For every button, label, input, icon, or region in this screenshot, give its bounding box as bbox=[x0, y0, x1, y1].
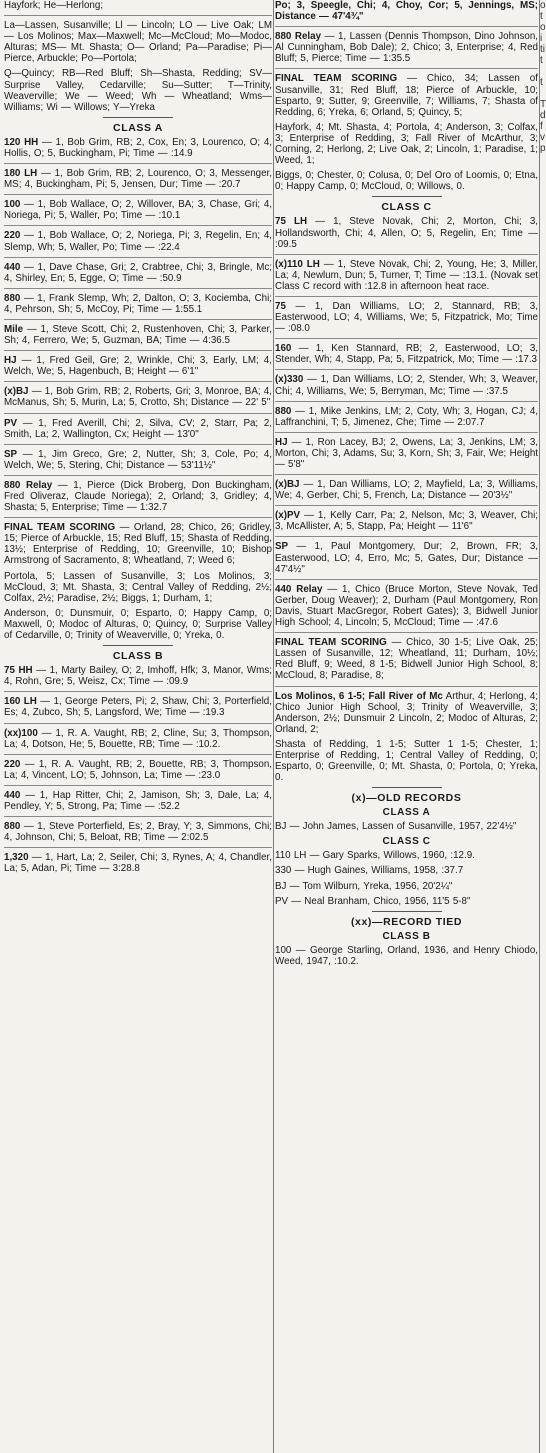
event-result bbox=[4, 386, 272, 408]
divider bbox=[4, 319, 272, 320]
event-text: — 1, Hap Ritter, Chi; 2, Jamison, Sh; 3, Dale, La; 4, Pendley, Y; 5, Strong, Pa; Time — :52.2 bbox=[4, 789, 272, 812]
scoring-text: — Orland, 28; Chico, 26; Gridley, 15; Pierce of Arbuckle, 15; Red Bluff, 15; Shasta of Redding, 13½; Enterprise of Redding, 10; Greenville, 10; Bishop Armstrong of Sacramento, 8; Wheatland, 7; Weed 6; bbox=[4, 522, 272, 567]
divider bbox=[4, 413, 272, 414]
event-text: — 1, Dan Williams, LO; 2, Mayfield, La; 3, Williams, We; 4, Gerber, Chi; 5, French, La; Distance — 20'3½" bbox=[275, 479, 538, 502]
class-c-scoring-zero: Shasta of Redding, 1 1-5; Sutter 1 1-5; Chester, 1; Enterprise of Redding, 1; Central Valley of Redding, 0; Esparto, 0; Greenville, 0; Mt. Shasta, 0; Portola, 0; Yreka, 0. bbox=[275, 738, 538, 784]
class-a-scoring-more: Portola, 5; Lassen of Susanville, 3; Los Molinos, 3; McCloud, 3; Mt. Shasta, 3; Central Valley of Redding, 2½; Colfax, 2½; Paradise, 2½; Biggs, 1; Durham, 1; bbox=[4, 570, 272, 604]
event-text: — 1, George Peters, Pi; 2, Shaw, Chi; 3, Porterfield, Es; 4, Zubco, Sh; 5, Langsford, We; Time — :19.3 bbox=[4, 696, 272, 719]
school-key-la-lo: La—Lassen, Susanville; Ll — Lincoln; LO — Live Oak; LM — Los Molinos; Max—Maxwell; Mc—McCloud; Mo—Modoc, Alturas; MS— Mt. Shasta; O— Orland; Pa—Paradise; Pi—Pierce, Arbuckle; Po—Portola; bbox=[4, 20, 272, 65]
divider bbox=[4, 163, 272, 164]
event-text: — 1, Bob Grim, RB; 2, Roberts, Gri; 3, Monroe, BA; 4, McManus, Sh; 5, Murin, La; 5, Crotto, Sh; Distance — 22' 5" bbox=[4, 386, 272, 409]
scoring-text: — Chico, 34; Lassen of Susanville, 31; Red Bluff, 18; Pierce of Arbuckle, 10; Esparto, 9; Sutter, 9; Greenville, 7; Williams, 7; Shasta of Redding, 6; Yreka, 6; Orland, 5; Quincy, 5; bbox=[275, 73, 538, 118]
edge-fragment bbox=[540, 66, 546, 77]
event-name: 100 bbox=[4, 199, 21, 211]
event-text: — 1, Ron Lacey, BJ; 2, Owens, La; 3, Jenkins, LM; 3, Morton, Chi; 3, Adams, Su; 3, Korn, Sh; 3, Fair, We; Height — 5'8" bbox=[275, 436, 538, 470]
event-text: — 1, Dan Williams, LO; 2, Stannard, RB; 3, Easterwood, LO; 4, Williams, We; 5, Fitzpatrick, Mo; Time — :08.0 bbox=[275, 300, 538, 335]
divider bbox=[275, 254, 538, 255]
event-text: — 1, Bob Grim, RB; 2, Lourenco, O; 3, Messenger, MS; 4, Buckingham, Pi; 5, Jensen, Dur; Time — :20.7 bbox=[4, 168, 272, 191]
short-divider bbox=[372, 196, 442, 197]
event-result bbox=[4, 852, 272, 874]
class-c-events bbox=[275, 216, 538, 628]
record-entry: 110 LH — Gary Sparks, Willows, 1960, :12.9. bbox=[275, 850, 475, 862]
class-a-events bbox=[4, 137, 272, 513]
record-entry: PV — Neal Branham, Chico, 1956, 11'5 5-8" bbox=[275, 895, 471, 907]
divider bbox=[4, 444, 272, 445]
event-result bbox=[275, 510, 538, 532]
divider bbox=[275, 68, 538, 69]
event-name: 880 bbox=[275, 405, 292, 417]
event-text: — 1, Pierce (Dick Broberg, Don Buckingham, Fred Oliveraz, Claude Noriega); 2, Orland; 3, Gridley; 4, Shasta; 5, Enterprise; Time — 1:32.7 bbox=[4, 479, 272, 514]
edge-fragment bbox=[540, 88, 546, 99]
event-text: — 1, Paul Montgomery, Dur; 2, Brown, FR; 3, Easterwood, LO; 4, Erro, Mc; 5, Gates, Dur; Distance — 47'4½" bbox=[275, 541, 538, 575]
event-name: 440 bbox=[4, 261, 21, 273]
divider bbox=[4, 257, 272, 258]
column-rule bbox=[273, 0, 274, 1453]
event-text: — 1, Marty Bailey, O; 2, Imhoff, Hfk; 3, Manor, Wms; 4, Rohn, Gre; 5, Weisz, Cx; Time — :09.9 bbox=[4, 665, 272, 688]
event-text: — 1, Dave Chase, Gri; 2, Crabtree, Chi; 3, Bringle, Mc; 4, Shirley, En; 5, Egge, O; Time — :50.9 bbox=[4, 261, 272, 284]
event-text: — 1, Kelly Carr, Pa; 2, Nelson, Mc; 3, Weaver, Chi; 3, McAllister, A; 5, Stapp, Pa; Height — 11'6" bbox=[275, 510, 538, 533]
event-result bbox=[4, 293, 272, 315]
scoring-label: FINAL TEAM SCORING bbox=[275, 637, 387, 649]
divider bbox=[275, 432, 538, 433]
event-name: 880 Relay bbox=[275, 31, 322, 43]
event-name: PV bbox=[4, 417, 18, 429]
top-fragment bbox=[275, 0, 538, 22]
event-name: SP bbox=[275, 541, 289, 553]
event-name: 75 LH bbox=[275, 216, 308, 228]
divider bbox=[275, 26, 538, 27]
divider bbox=[4, 517, 272, 518]
event-name: (x)BJ bbox=[4, 386, 29, 398]
event-result bbox=[275, 479, 538, 501]
class-c-team-scoring bbox=[275, 637, 538, 681]
event-text: — 1, Mike Jenkins, LM; 2, Coty, Wh; 3, Hogan, CJ; 4, Laffranchini, T; 5, Jimenez, Che; Time — 2:07.7 bbox=[275, 405, 538, 428]
event-text: — 1, Lassen (Dennis Thompson, Dino Johnson, Al Cunningham, Bob Dale); 2, Chico; 3, Enterprise; 4, Red Bluff; 5, Pierce; Time — 1:35.5 bbox=[275, 31, 538, 65]
class-a-scoring-zero: Anderson, 0; Dunsmuir, 0; Esparto, 0; Happy Camp, 0; Maxwell, 0; Modoc of Alturas, 0; Quincy, 0; Surprise Valley of Cedarville, 0; Trinity of Weaverville, 0; Yreka, 0. bbox=[4, 607, 272, 642]
divider bbox=[4, 847, 272, 848]
event-result bbox=[4, 418, 272, 440]
event-text: — 1, Bob Grim, RB; 2, Cox, En; 3, Lourenco, O; 4, Hollis, O; 5, Buckingham, Pi; Time — :14.9 bbox=[4, 136, 272, 159]
short-divider bbox=[372, 787, 442, 788]
event-result bbox=[4, 324, 272, 346]
scoring-label: FINAL TEAM SCORING bbox=[4, 522, 116, 534]
divider bbox=[275, 579, 538, 580]
event-result bbox=[4, 665, 272, 687]
divider bbox=[275, 686, 538, 687]
event-text: — 1, Chico (Bruce Morton, Steve Novak, Ted Gerber, Doug Weaver); 2, Durham (Paul Montgomery, Ron Davis, Stuart MacGregor, Robert Gates); 3, Bidwell Junior High School; 4, Lincoln; 5, McCloud; Time — :47.6 bbox=[275, 583, 538, 629]
event-result bbox=[4, 480, 272, 513]
event-name: 220 bbox=[4, 758, 21, 770]
divider bbox=[4, 225, 272, 226]
class-b-relay bbox=[275, 31, 538, 64]
record-entry: BJ — John James, Lassen of Susanville, 1957, 22'4½" bbox=[275, 821, 517, 833]
event-name: SP bbox=[4, 448, 18, 460]
class-b-events bbox=[4, 665, 272, 874]
event-name: 220 bbox=[4, 230, 21, 242]
edge-fragment: p bbox=[540, 143, 546, 154]
event-name: HJ bbox=[275, 436, 288, 448]
event-name: (x)110 LH bbox=[275, 258, 320, 270]
event-name: Mile bbox=[4, 323, 24, 335]
event-text: — 1, Ken Stannard, RB; 2, Easterwood, LO; 3, Stender, Wh; 4, Stapp, Pa; 5, Fitzpatrick, Mo; Time — :17.3 bbox=[275, 343, 538, 366]
divider bbox=[275, 401, 538, 402]
divider bbox=[275, 536, 538, 537]
divider bbox=[4, 194, 272, 195]
event-name: 75 bbox=[275, 300, 286, 312]
event-name: HJ bbox=[4, 355, 17, 367]
event-text: — 1, Steve Novak, Chi; 2, Young, He; 3, Miller, La; 4, Newlum, Dun; 5, Turner, T; Time — :13.1. (Novak set Class C record with :12.8 in afternoon heat race. bbox=[275, 258, 538, 292]
edge-fragment: o bbox=[540, 22, 546, 33]
record-tied-heading: (xx)—RECORD TIED bbox=[350, 915, 463, 928]
scoring-text: — Chico, 30 1-5; Live Oak, 25; Lassen of Susanville, 12; Wheatland, 11; Durham, 10½; Red Bluff, 9; Weed, 8 1-5; Bidwell Junior High School, 8; McCloud, 8; Paradise, 8; bbox=[275, 637, 538, 682]
class-b-scoring-zero: Biggs, 0; Chester, 0; Colusa, 0; Del Oro of Loomis, 0; Etna, 0; Happy Camp, 0; McCloud, 0; Willows, 0. bbox=[275, 170, 538, 193]
edge-fragment: o bbox=[540, 0, 546, 11]
right-edge-column bbox=[540, 0, 546, 1453]
event-result bbox=[4, 449, 272, 471]
top-fragment-text: Po; 3, Speegle, Chi; 4, Choy, Cor; 5, Jennings, MS; Distance — 47'4¾" bbox=[275, 0, 538, 23]
event-name: 880 bbox=[4, 821, 21, 833]
divider bbox=[4, 475, 272, 476]
edge-fragment: ti bbox=[540, 44, 545, 55]
event-name: 160 LH bbox=[4, 696, 37, 708]
event-result bbox=[275, 374, 538, 396]
event-result bbox=[4, 262, 272, 284]
event-result bbox=[4, 728, 272, 750]
records-class-a-heading: CLASS A bbox=[382, 807, 431, 819]
divider bbox=[4, 754, 272, 755]
edge-fragment: d bbox=[540, 110, 546, 121]
divider bbox=[4, 350, 272, 351]
scoring-more-text: Arthur, 4; Herlong, 4; Chico Junior High School, 3; Trinity of Weaverville, 3; Anderson, 2½; Dunsmuir 2 Lincoln, 2; Modoc of Alturas, 2; Orland, 2; bbox=[275, 690, 538, 735]
divider bbox=[4, 381, 272, 382]
event-name: 440 bbox=[4, 789, 21, 801]
event-result bbox=[275, 343, 538, 365]
divider bbox=[4, 723, 272, 724]
class-a-team-scoring bbox=[4, 522, 272, 566]
event-text: — 1, Steve Novak, Chi; 2, Morton, Chi; 3, Hollandsworth, Chi; 4, Allen, O; 5, Regelin, En; Time — :09.5 bbox=[275, 216, 538, 250]
event-text: — 1, R. A. Vaught, RB; 2, Cline, Su; 3, Thompson, La; 4, Dotson, He; 5, Bouette, RB; Time — :10.2. bbox=[4, 727, 272, 750]
event-text: — 1, Steve Porterfield, Es; 2, Bray, Y; 3, Simmons, Chi; 4, Johnson, Chi; 5, Beloat, RB; Time — 2:02.5 bbox=[4, 821, 272, 844]
event-result bbox=[275, 584, 538, 628]
event-result bbox=[275, 216, 538, 249]
divider bbox=[275, 632, 538, 633]
event-text: — 1, R. A. Vaught, RB; 2, Bouette, RB; 3, Thompson, La; 4, Vincent, LO; 5, Johnson, La; Time — :23.0 bbox=[4, 758, 272, 781]
divider bbox=[275, 505, 538, 506]
class-b-scoring-more: Hayfork, 4; Mt. Shasta, 4; Portola, 4; Anderson, 3; Colfax, 3; Enterprise of Redding, 3; Fall River of McArthur, 3; Corning, 2; Herlong, 2; Live Oak, 2; Lincoln, 1; Paradise, 1; Weed, 1; bbox=[275, 121, 538, 167]
event-result bbox=[275, 437, 538, 470]
event-name: 1,320 bbox=[4, 852, 29, 864]
divider bbox=[4, 816, 272, 817]
event-text: — 1, Frank Slemp, Wh; 2, Dalton, O; 3, Kociemba, Chi; 4, Pehrson, Sh; 5, McCoy, Pi; Time — 1:55.1 bbox=[4, 292, 272, 315]
event-result bbox=[4, 790, 272, 812]
class-b-heading: CLASS B bbox=[112, 650, 164, 663]
event-result bbox=[4, 821, 272, 843]
event-name: (x)PV bbox=[275, 510, 301, 522]
event-result bbox=[275, 406, 538, 428]
divider bbox=[275, 369, 538, 370]
record-entry: 100 — George Starling, Orland, 1936, and Henry Chiodo, Weed, 1947, :10.2. bbox=[275, 944, 538, 967]
edge-fragment: i bbox=[540, 33, 543, 44]
short-divider bbox=[372, 911, 442, 912]
record-entry: 330 — Hugh Gaines, Williams, 1958, :37.7 bbox=[275, 865, 464, 877]
event-name: 75 HH bbox=[4, 665, 33, 677]
edge-fragment: f bbox=[540, 121, 543, 132]
middle-column bbox=[275, 0, 538, 1453]
event-result bbox=[4, 137, 272, 159]
event-name: 180 LH bbox=[4, 168, 38, 180]
class-c-scoring-los-molinos bbox=[275, 691, 538, 735]
event-result bbox=[275, 541, 538, 574]
divider bbox=[275, 338, 538, 339]
edge-fragment: t bbox=[540, 77, 543, 88]
edge-fragment: t bbox=[540, 55, 543, 66]
divider bbox=[4, 785, 272, 786]
event-name: 880 bbox=[4, 292, 21, 304]
event-text: — 1, Hart, La; 2, Seiler, Chi; 3, Rynes, A; 4, Chandler, La; 5, Adan, Pi; Time — 3:28.8 bbox=[4, 852, 272, 875]
event-name: 440 Relay bbox=[275, 583, 323, 595]
old-records-heading: (x)—OLD RECORDS bbox=[351, 792, 462, 805]
event-text: — 1, Steve Scott, Chi; 2, Rustenhoven, Chi; 3, Parker, Sh; 4, Ferrero, We; 5, Guzman, BA; Time — 4:36.5 bbox=[4, 323, 272, 347]
event-result bbox=[4, 759, 272, 781]
event-name: (xx)100 bbox=[4, 727, 38, 739]
event-text: — 1, Jim Greco, Gre; 2, Nutter, Sh; 3, Cole, Po; 4, Welch, We; 5, Stering, Chi; Distance — 53'11½" bbox=[4, 448, 272, 471]
event-name: (x)BJ bbox=[275, 479, 300, 491]
class-c-heading: CLASS C bbox=[381, 201, 432, 214]
edge-fragment: v bbox=[540, 132, 545, 143]
event-result bbox=[275, 259, 538, 292]
tied-class-b-heading: CLASS B bbox=[382, 930, 431, 942]
short-divider bbox=[103, 117, 173, 118]
divider bbox=[4, 288, 272, 289]
event-text: — 1, Fred Geil, Gre; 2, Wrinkle, Chi; 3, Early, LM; 4, Welch, We; 5, Hagenbuch, B; Height — 6'1" bbox=[4, 355, 272, 378]
event-result bbox=[4, 696, 272, 718]
scoring-label: FINAL TEAM SCORING bbox=[275, 73, 398, 85]
event-text: — 1, Fred Averill, Chi; 2, Silva, CV; 2, Starr, Pa; 2, Smith, La; 2, Wallington, Cx; Height — 13'0" bbox=[4, 417, 272, 440]
edge-fragment: t bbox=[540, 11, 543, 22]
divider bbox=[4, 691, 272, 692]
class-b-team-scoring bbox=[275, 73, 538, 117]
event-name: 120 HH bbox=[4, 136, 39, 148]
divider bbox=[275, 296, 538, 297]
event-name: 160 bbox=[275, 343, 292, 355]
event-result bbox=[4, 355, 272, 377]
event-result bbox=[4, 230, 272, 252]
short-divider bbox=[103, 645, 173, 646]
event-name: (x)330 bbox=[275, 374, 304, 386]
event-text: — 1, Bob Wallace, O; 2, Noriega, Pi; 3, Regelin, En; 4, Slemp, Wh; 5, Waller, Po; Time — :22.4 bbox=[4, 230, 272, 253]
event-text: — 1, Bob Wallace, O; 2, Willover, BA; 3, Chase, Gri; 4, Noriega, Pi; 5, Waller, Po; Time — :10.1 bbox=[4, 199, 272, 222]
event-name: 880 Relay bbox=[4, 479, 53, 491]
event-text: — 1, Dan Williams, LO; 2, Stender, Wh; 3, Weaver, Chi; 4, Williams, We; 5, Berryman, Mc; Time — :37.5 bbox=[275, 374, 538, 397]
class-a-heading: CLASS A bbox=[113, 121, 163, 134]
record-entry: BJ — Tom Wilburn, Yreka, 1956, 20'2¼" bbox=[275, 880, 453, 892]
edge-fragment: T bbox=[540, 99, 546, 110]
event-result bbox=[4, 168, 272, 190]
scoring-lm-text: Los Molinos, 6 1-5; Fall River of Mc bbox=[275, 690, 443, 702]
records-class-c-heading: CLASS C bbox=[382, 836, 431, 848]
divider bbox=[4, 15, 272, 16]
top-fragment: Hayfork; He—Herlong; bbox=[4, 0, 104, 11]
school-key-q-y: Q—Quincy; RB—Red Bluff; Sh—Shasta, Redding; SV—Surprise Valley, Cedarville; Su—Sutter; T—Trinity, Weaverville; We — Weed; Wh — Wheatland; Wms—Williams; Wi — Willows; Y—Yreka bbox=[4, 68, 272, 113]
event-result bbox=[275, 301, 538, 334]
event-result bbox=[4, 199, 272, 221]
divider bbox=[275, 474, 538, 475]
left-column bbox=[4, 0, 272, 1453]
